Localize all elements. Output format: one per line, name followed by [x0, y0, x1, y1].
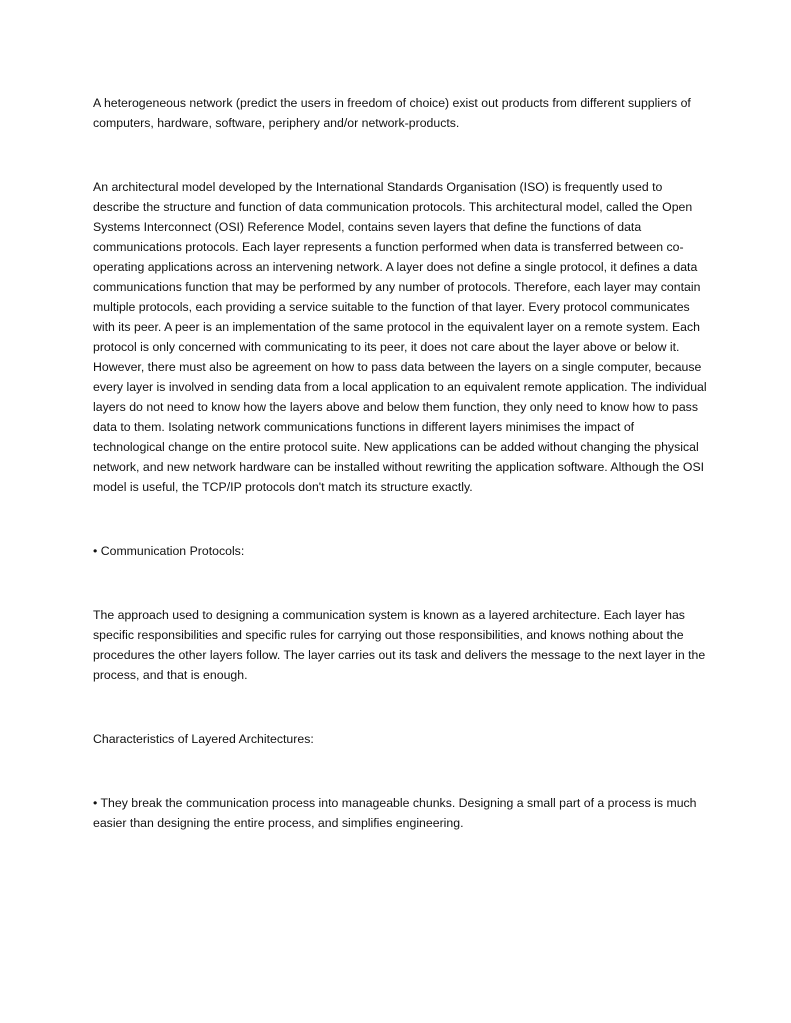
heading-communication-protocols: • Communication Protocols: — [93, 544, 245, 558]
document-body — [93, 93, 708, 833]
paragraph-layered-architecture: The approach used to designing a communication system is known as a layered architecture. Each layer has specific responsibilities and specific rules for carrying out those responsibilities, and knows nothing about the procedures the other layers follow. The layer carries out its task and delivers the message to the next layer in the process, and that is enough. — [93, 608, 706, 682]
paragraph-heterogeneous-network: A heterogeneous network (predict the users in freedom of choice) exist out products from different suppliers of computers, hardware, software, periphery and/or network-products. — [93, 96, 691, 130]
heading-characteristics: Characteristics of Layered Architectures: — [93, 732, 314, 746]
bullet-manageable-chunks: • They break the communication process into manageable chunks. Designing a small part of a process is much easier than designing the entire process, and simplifies engineering. — [93, 796, 697, 830]
paragraph-osi-model: An architectural model developed by the International Standards Organisation (ISO) is frequently used to describe the structure and function of data communication protocols. This architectural model, called the Open Systems Interconnect (OSI) Reference Model, contains seven layers that define the functions of data communications protocols. Each layer represents a function performed when data is transferred between co-operating applications across an intervening network. A layer does not define a single protocol, it defines a data communications function that may be performed by any number of protocols. Therefore, each layer may contain multiple protocols, each providing a service suitable to the function of that layer. Every protocol communicates with its peer. A peer is an implementation of the same protocol in the equivalent layer on a remote system. Each protocol is only concerned with communicating to its peer, it does not care about the layer above or below it. However, there must also be agreement on how to pass data between the layers on a single computer, because every layer is involved in sending data from a local application to an equivalent remote application. The individual layers do not need to know how the layers above and below them function, they only need to know how to pass data to them. Isolating network communications functions in different layers minimises the impact of technological change on the entire protocol suite. New applications can be added without changing the physical network, and new network hardware can be installed without rewriting the application software. Although the OSI model is useful, the TCP/IP protocols don't match its structure exactly. — [93, 180, 707, 494]
